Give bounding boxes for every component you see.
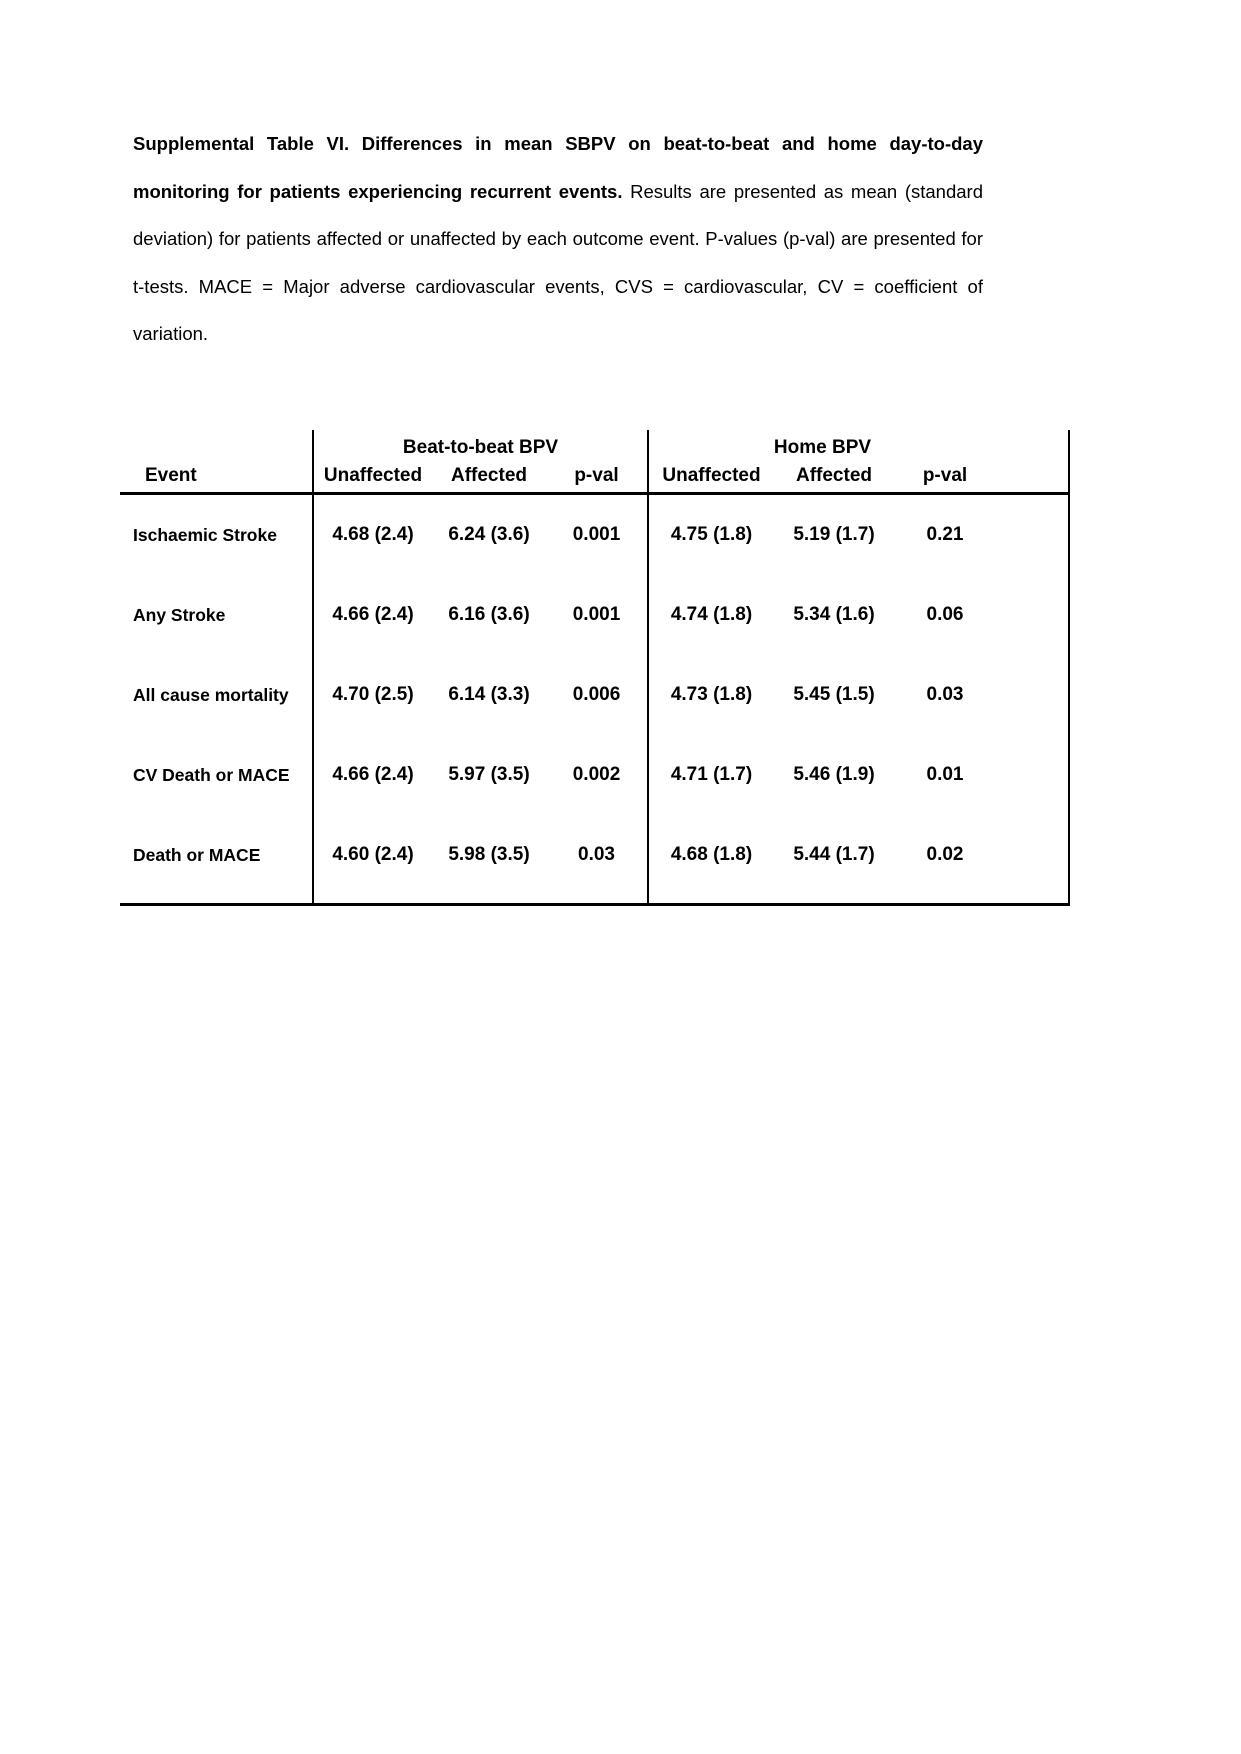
home-unaffected-cell: 4.74 (1.8)	[670, 604, 753, 625]
home-unaffected-cell: 4.71 (1.7)	[670, 764, 753, 785]
b2b-affected-cell: 6.16 (3.6)	[448, 604, 530, 625]
home-affected-cell: 5.44 (1.7)	[793, 844, 875, 865]
home-affected-cell: 5.34 (1.6)	[793, 604, 875, 625]
header-underline	[120, 492, 1070, 495]
table-body	[120, 495, 1070, 895]
home-unaffected-cell: 4.75 (1.8)	[670, 524, 753, 545]
home-pval-cell: 0.02	[926, 844, 964, 865]
event-cell: Ischaemic Stroke	[133, 524, 277, 545]
event-cell: All cause mortality	[133, 684, 289, 705]
event-cell: Any Stroke	[133, 604, 226, 625]
column-header-b2b-unaffected: Unaffected	[323, 465, 423, 486]
table-row	[120, 655, 1070, 735]
b2b-pval-cell: 0.006	[572, 684, 621, 705]
home-unaffected-cell: 4.73 (1.8)	[670, 684, 753, 705]
caption-regular-text: Results are presented as mean (standard deviation) for patients affected or unaffected by each outcome event. P-values (p-val) are presented for t-tests. MACE = Major adverse cardiovascular events, CVS = cardiovascular, CV = coefficient of variation.	[133, 180, 983, 344]
home-pval-cell: 0.21	[926, 524, 964, 545]
b2b-unaffected-cell: 4.70 (2.5)	[332, 684, 414, 705]
home-pval-cell: 0.03	[926, 684, 964, 705]
column-header-home-affected: Affected	[795, 465, 872, 486]
b2b-affected-cell: 6.24 (3.6)	[448, 524, 530, 545]
divider-beat-home	[647, 430, 649, 906]
b2b-unaffected-cell: 4.60 (2.4)	[332, 844, 414, 865]
group-header-home: Home BPV	[773, 437, 872, 458]
column-header-row	[120, 460, 1070, 492]
b2b-affected-cell: 6.14 (3.3)	[448, 684, 530, 705]
b2b-unaffected-cell: 4.68 (2.4)	[332, 524, 414, 545]
b2b-unaffected-cell: 4.66 (2.4)	[332, 764, 414, 785]
table-row	[120, 735, 1070, 815]
column-header-b2b-pval: p-val	[574, 465, 619, 486]
table-bottom-border	[120, 903, 1070, 906]
table-row	[120, 815, 1070, 895]
home-affected-cell: 5.46 (1.9)	[793, 764, 875, 785]
event-cell: Death or MACE	[133, 844, 261, 865]
home-affected-cell: 5.45 (1.5)	[793, 684, 875, 705]
table-row	[120, 575, 1070, 655]
b2b-pval-cell: 0.001	[572, 604, 621, 625]
group-header-row	[120, 430, 1070, 460]
home-unaffected-cell: 4.68 (1.8)	[670, 844, 753, 865]
b2b-affected-cell: 5.97 (3.5)	[448, 764, 530, 785]
table-row	[120, 495, 1070, 575]
column-header-home-unaffected: Unaffected	[662, 465, 761, 486]
home-affected-cell: 5.19 (1.7)	[793, 524, 875, 545]
divider-event-beat	[312, 430, 314, 906]
b2b-affected-cell: 5.98 (3.5)	[448, 844, 530, 865]
b2b-pval-cell: 0.001	[572, 524, 621, 545]
event-cell: CV Death or MACE	[133, 764, 290, 785]
home-pval-cell: 0.01	[926, 764, 964, 785]
results-table	[120, 430, 1070, 906]
caption-bold-text: Supplemental Table VI. Differences in mean SBPV on beat-to-beat and home day-to-day monitoring for patients experiencing recurrent events.	[133, 133, 983, 202]
b2b-pval-cell: 0.03	[578, 844, 615, 865]
column-header-home-pval: p-val	[922, 465, 968, 486]
home-pval-cell: 0.06	[926, 604, 964, 625]
column-header-b2b-affected: Affected	[450, 465, 527, 486]
table-caption	[133, 120, 983, 358]
table-right-border	[1068, 430, 1070, 906]
b2b-unaffected-cell: 4.66 (2.4)	[332, 604, 414, 625]
column-header-event: Event	[145, 465, 197, 486]
b2b-pval-cell: 0.002	[572, 764, 621, 785]
group-header-beat-to-beat: Beat-to-beat BPV	[402, 437, 559, 458]
